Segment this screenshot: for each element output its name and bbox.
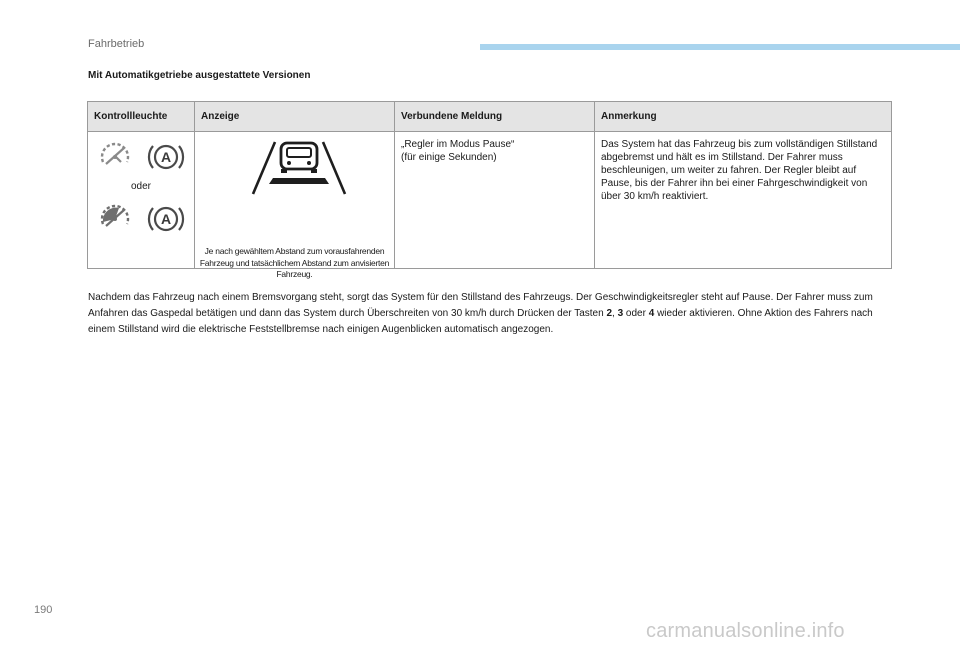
- svg-text:A: A: [160, 211, 172, 227]
- header-meldung: Verbundene Meldung: [395, 102, 595, 132]
- section-accent-bar: [480, 44, 960, 50]
- message-cell: [395, 132, 595, 269]
- remark-cell: [595, 132, 892, 269]
- remark-text: Das System hat das Fahrzeug bis zum vollständigen Stillstand abgebremst und hält es im Stillstand. Der Fahrer muss beschleunigen, um weiter zu fahren. Der Regler bleibt auf Pause, bis der Fahrer ihn bei einer Fahrgeschwindigkeit von über 30 km/h reaktiviert.: [601, 139, 878, 202]
- table-header-row: [88, 102, 892, 132]
- header-anmerkung: Anmerkung: [595, 102, 892, 132]
- key-2: 2: [606, 308, 613, 319]
- lamp-cell: [88, 132, 195, 269]
- vehicle-ahead-icon: [251, 138, 347, 196]
- table-row: [88, 132, 892, 269]
- page-number: 190: [34, 604, 53, 616]
- message-duration: (für einige Sekunden): [401, 152, 497, 163]
- display-caption: Je nach gewähltem Abstand zum vorausfahrenden Fahrzeug und tatsächlichem Abstand zum anvisierten Fahrzeug.: [199, 246, 390, 279]
- body-separator-2: oder: [623, 308, 649, 319]
- body-text-part-1: Nachdem das Fahrzeug nach einem Bremsvorgang steht, sorgt das System für den Stillstand des Fahrzeugs. Der Geschwindigkeitsregler steht auf Pause. Der Fahrer muss zum Anfahren das Gaspedal betätigen und dann das System durch Überschreiten von 30 km/h durch Drücken der Tasten: [88, 292, 873, 319]
- warning-lamp-table: [87, 101, 892, 279]
- speedometer-icon: [97, 140, 133, 174]
- lamp-or-label: oder: [130, 181, 151, 192]
- section-label: Fahrbetrieb: [88, 38, 145, 50]
- body-text-part-2: wieder aktivieren. Ohne Aktion des Fahrers nach einem Stillstand wird die elektrische Feststellbremse nach einigen Augenblicken automatisch angezogen.: [88, 308, 873, 335]
- key-4: 4: [648, 308, 655, 319]
- auto-hold-icon: [147, 140, 185, 174]
- auto-hold-icon: [147, 202, 185, 236]
- svg-text:A: A: [160, 149, 172, 165]
- speedometer-filled-icon: [97, 202, 133, 236]
- display-cell: [195, 132, 395, 279]
- page-subtitle: Mit Automatikgetriebe ausgestattete Versionen: [88, 70, 311, 81]
- key-3: 3: [617, 308, 624, 319]
- header-anzeige: Anzeige: [195, 102, 395, 132]
- header-kontrollleuchte: Kontrollleuchte: [88, 102, 195, 132]
- message-text: „Regler im Modus Pause“: [401, 139, 515, 150]
- body-separator-1: ,: [612, 308, 618, 319]
- watermark-link[interactable]: carmanualsonline.info: [646, 620, 845, 642]
- body-paragraph: [88, 290, 898, 338]
